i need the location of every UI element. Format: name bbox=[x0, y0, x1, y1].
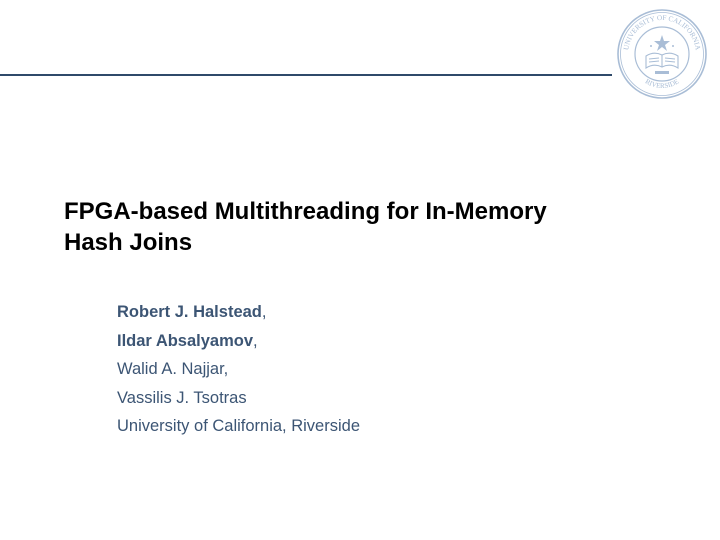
affiliation-text: University of California, Riverside bbox=[117, 417, 360, 435]
author-name: Ildar Absalyamov bbox=[117, 331, 254, 350]
author-name: Robert J. Halstead bbox=[117, 303, 262, 321]
author-item bbox=[117, 384, 617, 413]
title-line-2: Hash Joins bbox=[64, 229, 193, 256]
author-name: Walid A. Najjar, bbox=[117, 360, 229, 378]
title-line-1: FPGA-based Multithreading for In-Memory bbox=[64, 198, 547, 225]
svg-text:UNIVERSITY OF CALIFORNIA: UNIVERSITY OF CALIFORNIA bbox=[622, 13, 702, 51]
author-suffix: , bbox=[253, 331, 258, 350]
author-item bbox=[117, 355, 617, 384]
affiliation bbox=[117, 412, 617, 441]
university-seal-logo bbox=[616, 8, 708, 100]
author-suffix: , bbox=[261, 303, 267, 321]
author-item bbox=[117, 298, 617, 327]
slide-title bbox=[64, 196, 664, 258]
author-item bbox=[117, 327, 617, 356]
svg-text:RIVERSIDE: RIVERSIDE bbox=[643, 77, 681, 91]
author-list bbox=[117, 298, 617, 441]
header-rule bbox=[0, 74, 612, 76]
author-name: Vassilis J. Tsotras bbox=[117, 388, 247, 407]
